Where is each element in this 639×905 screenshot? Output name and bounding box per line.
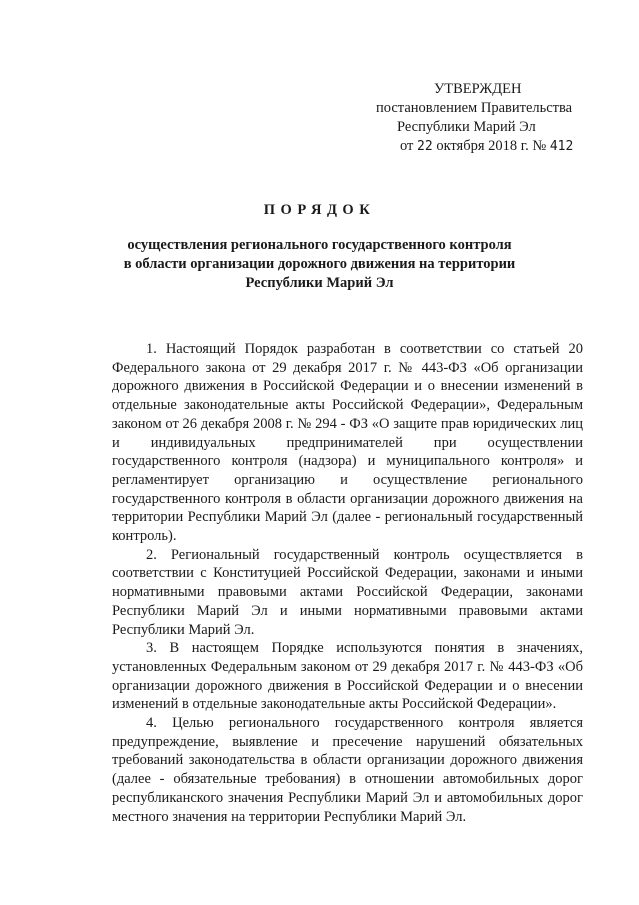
paragraph-2: 2. Региональный государственный контроль осуществляется в соответствии с Конституцией Российской Федерации, законами и иными нормативными правовыми актами Российской Федерации, законами Республики Марий Эл и иными нормативными правовыми актами Республики Марий Эл. <box>112 546 583 638</box>
approval-line-republic: Республики Марий Эл <box>397 119 536 135</box>
subtitle-line-1: осуществления регионального государственного контроля <box>127 237 512 253</box>
document-title: ПОРЯДОК <box>263 202 376 218</box>
approval-line-resolution: постановлением Правительства <box>376 100 573 116</box>
document-body <box>112 340 583 826</box>
approval-block <box>370 80 600 156</box>
subtitle-line-2: в области организации дорожного движения на территории <box>123 256 516 272</box>
paragraph-3: 3. В настоящем Порядке используются понятия в значениях, установленных Федеральным законом от 29 декабря 2017 г. № 443-ФЗ «Об организации дорожного движения в Российской Федерации и о внесении изменений в отдельные законодательные акты Российской Федерации». <box>112 640 583 713</box>
approval-heading: УТВЕРЖДЕН <box>434 81 522 97</box>
subtitle-line-3: Республики Марий Эл <box>245 275 394 291</box>
approval-date-prefix: от <box>400 138 414 154</box>
paragraph-4: 4. Целью регионального государственного контроля является предупреждение, выявление и пресечение нарушений обязательных требований законодательства в области организации дорожного движения (далее - обязательные требования) в отношении автомобильных дорог республиканского значения Республики Марий Эл и автомобильных дорог местного значения на территории Республики Марий Эл. <box>112 715 583 825</box>
document-subtitle <box>120 236 519 293</box>
approval-number: 412 <box>549 139 574 154</box>
approval-day: 22 <box>417 139 433 154</box>
paragraph-1: 1. Настоящий Порядок разработан в соответствии со статьей 20 Федерального закона от 29 декабря 2017 г. № 443-ФЗ «Об организации дорожного движения в Российской Федерации и о внесении изменений в отдельные законодательные акты Российской Федерации», Федеральным законом от 26 декабря 2008 г. № 294 - ФЗ «О защите прав юридических лиц и индивидуальных предпринимателей при осуществлении государственного контроля (надзора) и муниципального контроля» и регламентирует организацию и осуществление регионального государственного контроля в области организации дорожного движения на территории Республики Марий Эл (далее - региональный государственный контроль). <box>112 341 583 545</box>
approval-line-date <box>370 137 600 156</box>
approval-date-middle: октября 2018 г. № <box>436 138 547 154</box>
